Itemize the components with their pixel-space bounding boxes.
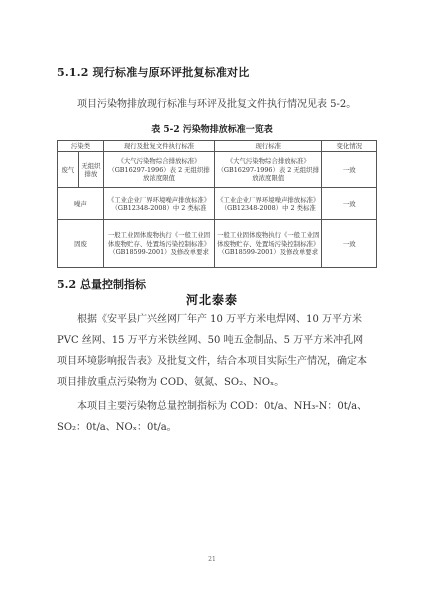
cell-approved-standard: 一般工业固体废物执行《一般工业固体废物贮存、处置场污染控制标准》（GB18599-2001）及修改单要求: [104, 220, 215, 268]
cell-subcategory: 无组织排放: [78, 152, 103, 188]
header-current-standard: 现行标准: [215, 141, 322, 152]
table-header-row: [58, 141, 377, 152]
total-control-paragraph: 根据《安平县广兴丝网厂年产 10 万平方米电焊网、10 万平方米 PVC 丝网、15 万平方米铁丝网、50 吨五金制品、5 万平方米冲孔网项目环境影响报告表》及批复文件，结合本项目实际生产情况，确定本项目排放重点污染物为 COD、氨氮、SO₂、NOₓ。: [57, 314, 367, 388]
control-indicators-paragraph: 本项目主要污染物总量控制指标为 COD：0t/a、NH₃-N：0t/a、SO₂：0t/a、NOₓ：0t/a。: [57, 401, 368, 433]
section-heading-5-2: 5.2 总量控制指标: [57, 278, 146, 291]
header-change: 变化情况: [322, 141, 377, 152]
cell-category: 固废: [58, 220, 104, 268]
cell-change: 一致: [322, 220, 377, 268]
cell-category: 废气: [58, 152, 79, 188]
standards-table: [57, 140, 377, 268]
table-row: [58, 188, 377, 220]
table-row: [58, 220, 377, 268]
cell-approved-standard: 《工业企业厂界环境噪声排放标准》（GB12348-2008）中 2 类标准: [104, 188, 215, 220]
cell-category: 噪声: [58, 188, 104, 220]
stamp-text: 河北泰泰: [185, 293, 238, 307]
header-approved-standard: 现行及批复文件执行标准: [104, 141, 215, 152]
cell-current-standard: 《工业企业厂界环境噪声排放标准》（GB12348-2008）中 2 类标准: [215, 188, 322, 220]
section-heading-5-1-2: 5.1.2 现行标准与原环评批复标准对比: [57, 66, 250, 79]
cell-change: 一致: [322, 188, 377, 220]
cell-current-standard: 《大气污染物综合排放标准》（GB16297-1996）表 2 无组织排放浓度限值: [215, 152, 322, 188]
table-caption: 表 5-2 污染物排放标准一览表: [151, 125, 273, 135]
intro-paragraph: 项目污染物排放现行标准与环评及批复文件执行情况见表 5-2。: [77, 99, 357, 110]
page-number: 21: [208, 556, 216, 563]
cell-change: 一致: [322, 152, 377, 188]
cell-current-standard: 一般工业固体废物执行《一般工业固体废物贮存、处置场污染控制标准》（GB18599-2001）及修改单要求: [215, 220, 322, 268]
cell-approved-standard: 《大气污染物综合排放标准》（GB16297-1996）表 2 无组织排放浓度限值: [104, 152, 215, 188]
header-category: 污染类: [58, 141, 104, 152]
table-row: [58, 152, 377, 188]
